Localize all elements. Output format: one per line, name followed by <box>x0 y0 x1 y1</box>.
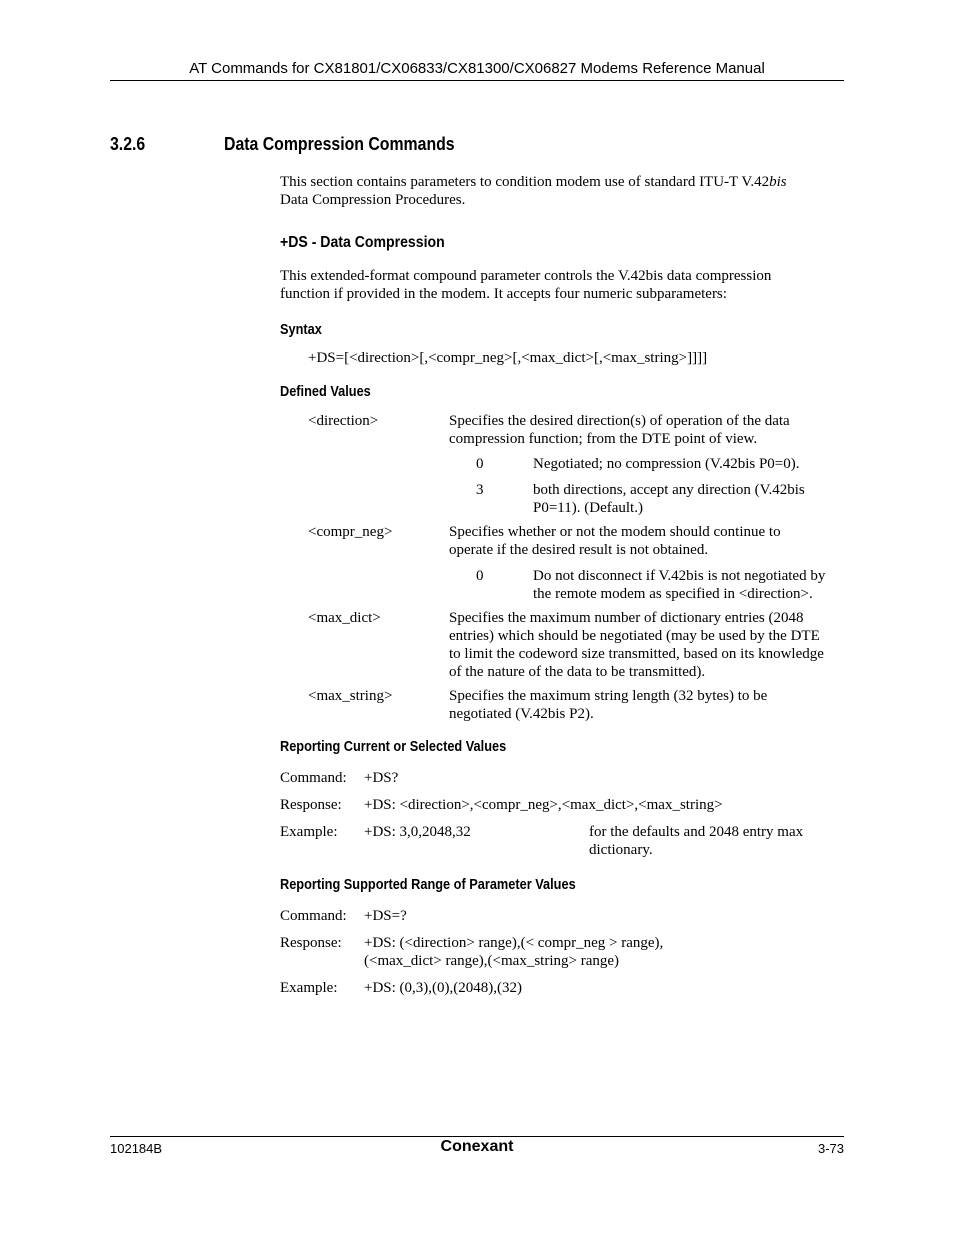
param-desc-max-string-line2: negotiated (V.42bis P2). <box>449 706 594 722</box>
example-value: +DS: (0,3),(0),(2048),(32) <box>364 980 523 996</box>
value-desc: Do not disconnect if V.42bis is not negotiated by <box>533 568 826 584</box>
footer-rule <box>110 1136 844 1137</box>
value-code: 0 <box>476 568 484 584</box>
value-code: 0 <box>476 456 484 472</box>
footer-page-number: 3-73 <box>817 1141 844 1156</box>
command-value: +DS? <box>364 770 399 786</box>
response-label: Response: <box>280 797 342 813</box>
param-desc-compr-neg-line1: Specifies whether or not the modem should continue to <box>449 524 781 540</box>
intro-text: This section contains parameters to condition modem use of standard ITU-T V.42 <box>280 174 770 190</box>
command-label: Command: <box>280 908 347 924</box>
command-value: +DS=? <box>364 908 407 924</box>
value-desc: the remote modem as specified in <direction>. <box>533 586 813 602</box>
command-desc-line1: This extended-format compound parameter controls the V.42bis data compression <box>280 268 772 284</box>
param-desc-compr-neg-line2: operate if the desired result is not obtained. <box>449 542 709 558</box>
param-desc-direction-line1: Specifies the desired direction(s) of operation of the data <box>449 413 790 429</box>
value-desc: both directions, accept any direction (V.42bis <box>533 482 805 498</box>
value-desc: Negotiated; no compression (V.42bis P0=0). <box>533 456 800 472</box>
running-header: AT Commands for CX81801/CX06833/CX81300/CX06827 Modems Reference Manual <box>189 60 765 77</box>
param-desc-max-string-line1: Specifies the maximum string length (32 bytes) to be <box>449 688 768 704</box>
command-label: Command: <box>280 770 347 786</box>
example-note-line1: for the defaults and 2048 entry max <box>589 824 804 840</box>
example-label: Example: <box>280 824 338 840</box>
header-rule <box>110 80 844 81</box>
param-name-direction: <direction> <box>308 413 379 429</box>
param-desc-max-dict-line4: of the nature of the data to be transmitted). <box>449 664 706 680</box>
response-label: Response: <box>280 935 342 951</box>
param-desc-max-dict-line2: entries) which should be negotiated (may be used by the DTE <box>449 628 820 644</box>
response-value: +DS: <direction>,<compr_neg>,<max_dict>,<max_string> <box>364 797 723 813</box>
section-title: Data Compression Commands <box>224 134 455 154</box>
param-desc-max-dict-line1: Specifies the maximum number of dictionary entries (2048 <box>449 610 804 626</box>
param-name-max-string: <max_string> <box>308 688 393 704</box>
command-title: +DS - Data Compression <box>280 234 445 251</box>
param-desc-direction-line2: compression function; from the DTE point of view. <box>449 431 758 447</box>
value-code: 3 <box>476 482 484 498</box>
footer-company: Conexant <box>440 1138 514 1155</box>
intro-italic: bis <box>769 174 787 190</box>
param-desc-max-dict-line3: to limit the codeword size transmitted, based on its knowledge <box>449 646 824 662</box>
section-intro-line2: Data Compression Procedures. <box>280 192 466 208</box>
defined-values-heading: Defined Values <box>280 384 371 400</box>
syntax-text: +DS=[<direction>[,<compr_neg>[,<max_dict>[,<max_string>]]]] <box>308 350 708 366</box>
response-line2: (<max_dict> range),(<max_string> range) <box>364 953 619 969</box>
response-line1: +DS: (<direction> range),(< compr_neg > range), <box>364 935 664 951</box>
example-value: +DS: 3,0,2048,32 <box>364 824 471 840</box>
syntax-heading: Syntax <box>280 322 322 338</box>
example-label: Example: <box>280 980 338 996</box>
footer-doc-number: 102184B <box>110 1141 163 1156</box>
value-desc: P0=11). (Default.) <box>533 500 643 516</box>
command-desc-line2: function if provided in the modem. It accepts four numeric subparameters: <box>280 286 727 302</box>
param-name-compr-neg: <compr_neg> <box>308 524 393 540</box>
example-note-line2: dictionary. <box>589 842 653 858</box>
reporting-current-heading: Reporting Current or Selected Values <box>280 739 507 755</box>
reporting-supported-heading: Reporting Supported Range of Parameter Values <box>280 877 576 893</box>
section-intro-line1 <box>280 173 787 191</box>
param-name-max-dict: <max_dict> <box>308 610 381 626</box>
section-number: 3.2.6 <box>110 134 146 154</box>
